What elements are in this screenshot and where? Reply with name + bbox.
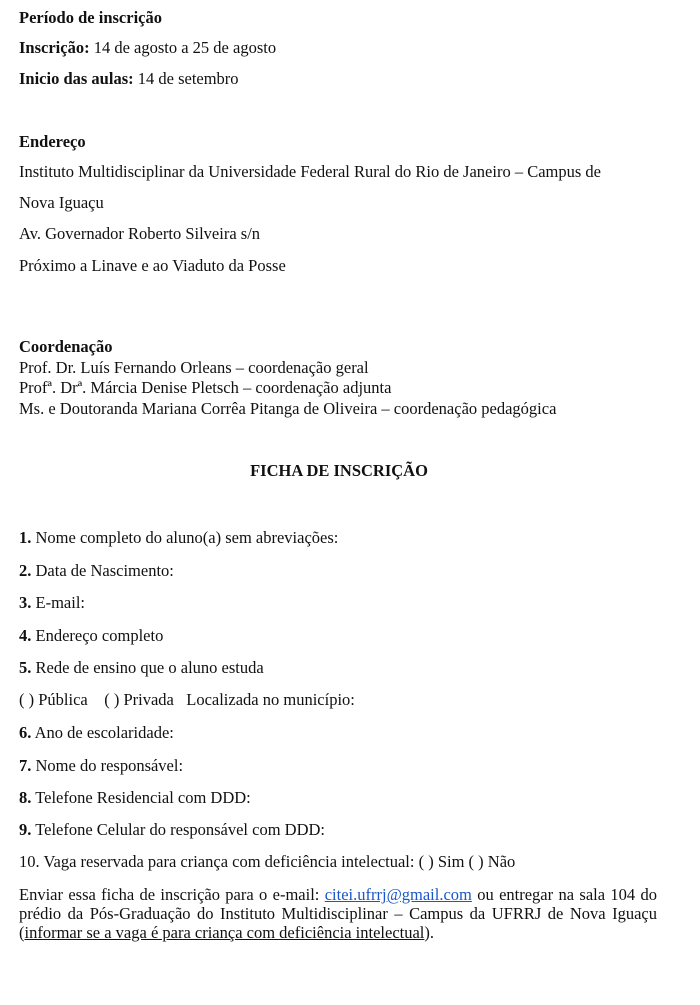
periodo-heading: Período de inscrição — [19, 8, 162, 27]
rede-options: ( ) Pública ( ) Privada Localizada no município: — [19, 690, 355, 709]
ficha-item-9: 9. Telefone Celular do responsável com DDD: — [19, 820, 326, 839]
endereco-line-1: Instituto Multidisciplinar da Universidade Federal Rural do Rio de Janeiro – Campus de — [19, 162, 601, 181]
endereco-line-2: Nova Iguaçu — [19, 193, 104, 212]
envio-underlined-note: informar se a vaga é para criança com deficiência intelectual — [24, 923, 425, 942]
ficha-title: FICHA DE INSCRIÇÃO — [250, 461, 428, 480]
ficha-item-3: 3. E-mail: — [19, 593, 85, 612]
aulas-line — [19, 69, 239, 89]
inscricao-line — [19, 38, 276, 58]
email-link[interactable]: citei.ufrrj@gmail.com — [324, 885, 472, 904]
ficha-item-6: 6. Ano de escolaridade: — [19, 723, 174, 742]
coordenacao-line-2: Profª. Drª. Márcia Denise Pletsch – coordenação adjunta — [19, 378, 392, 397]
ficha-item-8: 8. Telefone Residencial com DDD: — [19, 788, 251, 807]
endereco-line-4: Próximo a Linave e ao Viaduto da Posse — [19, 256, 286, 275]
ficha-item-10: 10. Vaga reservada para criança com deficiência intelectual: ( ) Sim ( ) Não — [19, 852, 516, 871]
coordenacao-line-3: Ms. e Doutoranda Mariana Corrêa Pitanga de Oliveira – coordenação pedagógica — [19, 399, 557, 418]
inscricao-value: 14 de agosto a 25 de agosto — [93, 38, 277, 57]
ficha-item-5: 5. Rede de ensino que o aluno estuda — [19, 658, 264, 677]
aulas-value: 14 de setembro — [137, 69, 239, 88]
endereco-line-3: Av. Governador Roberto Silveira s/n — [19, 224, 261, 243]
ficha-item-2: 2. Data de Nascimento: — [19, 561, 174, 580]
envio-paragraph: Enviar essa ficha de inscrição para o e-mail: citei.ufrrj@gmail.com ou entregar na sala 104 do prédio da Pós-Graduação do Instituto Multidisciplinar – Campus da UFRRJ de Nova Iguaçu (informar se a vaga é para criança com deficiência intelectual). — [19, 885, 657, 942]
ficha-item-1: 1. Nome completo do aluno(a) sem abreviações: — [19, 528, 339, 547]
coordenacao-line-1: Prof. Dr. Luís Fernando Orleans – coordenação geral — [19, 358, 369, 377]
coordenacao-heading: Coordenação — [19, 337, 113, 356]
ficha-item-7: 7. Nome do responsável: — [19, 756, 184, 775]
endereco-heading: Endereço — [19, 132, 86, 151]
aulas-label: Inicio das aulas: — [19, 69, 134, 88]
inscricao-label: Inscrição: — [19, 38, 90, 57]
ficha-item-4: 4. Endereço completo — [19, 626, 164, 645]
